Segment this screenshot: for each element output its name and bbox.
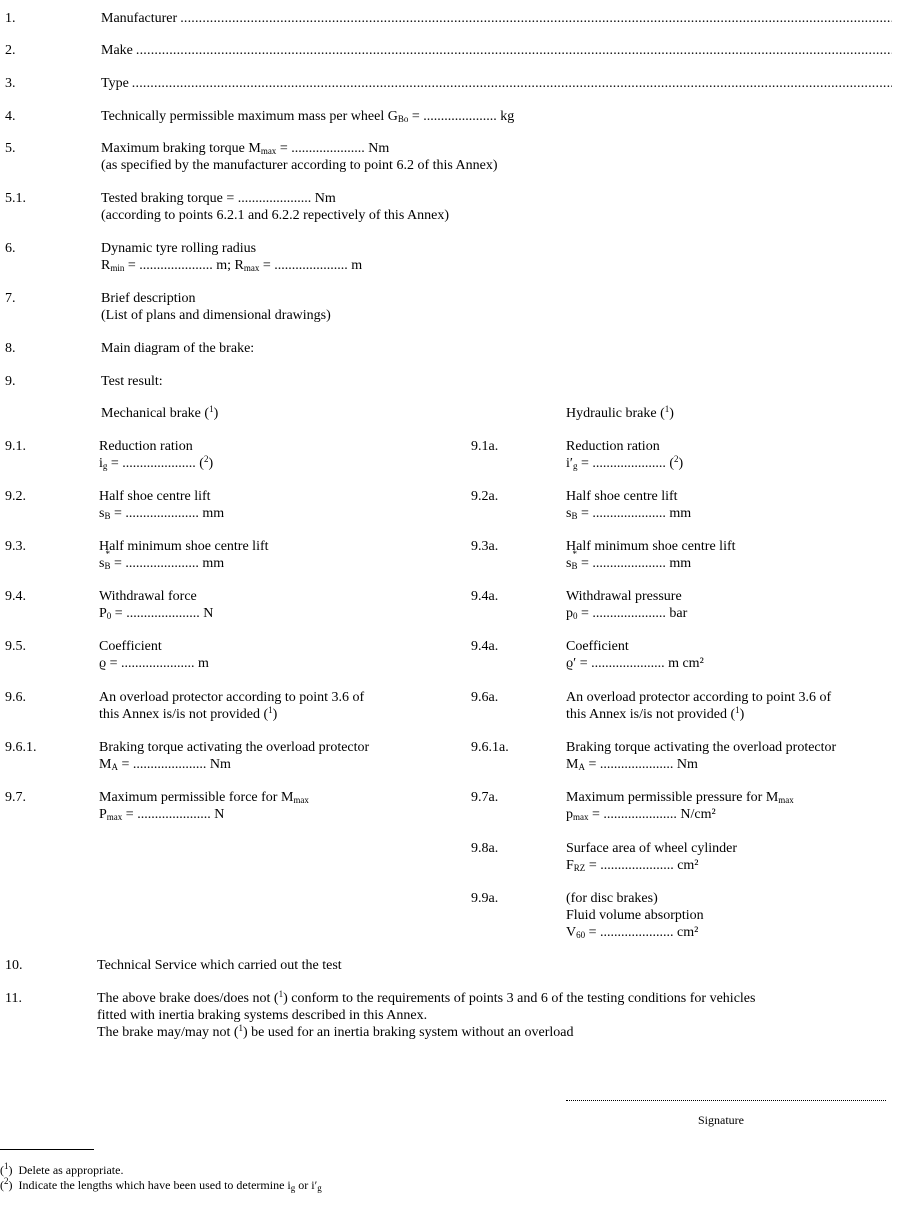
max-braking-torque-note: (as specified by the manufacturer according to point 6.2 of this Annex): [101, 158, 498, 173]
tyre-rolling-radius-title: Dynamic tyre rolling radius: [101, 241, 257, 256]
footnote-2: ($^2$) Indicate the lengths which have been used to determine $i_g$ or $i'_g$: [0, 1176, 322, 1193]
hyd-row-title: Coefficient: [566, 639, 629, 654]
mechanical-brake-heading: Mechanical brake ($^1$): [101, 404, 219, 421]
item-2-number: 2.: [5, 43, 16, 58]
hyd-overload-provided: this Annex is/is not provided ($^1$): [566, 705, 745, 722]
hyd-row-number: 9.7a.: [471, 790, 499, 805]
signature-label: Signature: [698, 1113, 744, 1127]
footnote-1: ($^1$) Delete as appropriate.: [0, 1161, 124, 1177]
footnote-rule: [0, 1149, 94, 1150]
tested-braking-torque: Tested braking torque = ..................... Nm: [101, 191, 336, 206]
item-8-number: 8.: [5, 341, 16, 356]
hyd-row-formula: $s_B$ = ..................... mm: [566, 506, 692, 521]
hydraulic-brake-heading: Hydraulic brake ($^1$): [566, 404, 674, 421]
make-label: Make: [101, 43, 133, 58]
mech-row-title: Half minimum shoe centre lift: [99, 539, 269, 554]
hyd-row-title: Braking torque activating the overload protector: [566, 740, 837, 755]
hyd-row-formula: $p_{max}$ = ..................... N/cm²: [566, 807, 716, 822]
technical-service-label: Technical Service which carried out the test: [97, 958, 342, 973]
item-10-number: 10.: [5, 958, 23, 973]
mech-overload-provided: this Annex is/is not provided ($^1$): [99, 705, 278, 722]
manufacturer-label: Manufacturer: [101, 11, 178, 26]
hyd-row-formula: $M_A$ = ..................... Nm: [566, 757, 698, 772]
item-6-number: 6.: [5, 241, 16, 256]
hyd-row-title: Maximum permissible pressure for $M_{max}$: [566, 790, 794, 805]
hyd-row-number: 9.4a.: [471, 639, 499, 654]
make-field[interactable]: [101, 42, 892, 59]
item-11-number: 11.: [5, 991, 22, 1006]
mech-row-number: 9.1.: [5, 439, 26, 454]
max-mass-per-wheel: Technically permissible maximum mass per wheel $G_{Bo}$ = ..................... kg: [101, 109, 515, 124]
mech-row-title: Withdrawal force: [99, 589, 197, 604]
hyd-row-formula: $F_{RZ}$ = ..................... cm²: [566, 858, 699, 873]
hyd-row-number: 9.8a.: [471, 841, 499, 856]
mech-row-title: Half shoe centre lift: [99, 489, 211, 504]
mech-row-formula: $P_{max}$ = ..................... N: [99, 807, 225, 822]
hyd-row-number: 9.9a.: [471, 891, 499, 906]
tested-braking-torque-note: (according to points 6.2.1 and 6.2.2 repectively of this Annex): [101, 208, 449, 223]
mech-row-formula: $M_A$ = ..................... Nm: [99, 757, 231, 772]
item-4-number: 4.: [5, 109, 16, 124]
mech-row-formula: $i_g$ = ..................... ($^2$): [99, 454, 214, 471]
mech-row-number: 9.3.: [5, 539, 26, 554]
signature-line[interactable]: [566, 1100, 886, 1101]
hyd-row-title: Half minimum shoe centre lift: [566, 539, 736, 554]
tyre-rolling-radius-values: $R_{min}$ = ..................... m; $R_{max}$ = ..................... m: [101, 258, 363, 273]
max-braking-torque: Maximum braking torque $M_{max}$ = ..................... Nm: [101, 141, 390, 156]
item-3-number: 3.: [5, 76, 16, 91]
item-5-1-number: 5.1.: [5, 191, 26, 206]
mech-row-title: Coefficient: [99, 639, 162, 654]
hyd-row-formula: $p_0$ = ..................... bar: [566, 606, 688, 621]
mech-row-title: An overload protector according to point 3.6 of: [99, 690, 365, 705]
brief-description-note: (List of plans and dimensional drawings): [101, 308, 331, 323]
item-7-number: 7.: [5, 291, 16, 306]
mech-row-number: 9.2.: [5, 489, 26, 504]
conformity-line-2: fitted with inertia braking systems described in this Annex.: [97, 1008, 428, 1023]
hyd-row-title: Withdrawal pressure: [566, 589, 682, 604]
type-label: Type: [101, 76, 129, 91]
mech-row-formula: $s_B$ = ..................... mm: [99, 506, 225, 521]
mech-row-title: Maximum permissible force for $M_{max}$: [99, 790, 309, 805]
hyd-row-formula: $V_{60}$ = ..................... cm²: [566, 925, 699, 940]
mech-row-number: 9.6.: [5, 690, 26, 705]
hyd-row-title: Half shoe centre lift: [566, 489, 678, 504]
hyd-row-number: 9.1a.: [471, 439, 499, 454]
test-result-label: Test result:: [101, 374, 163, 389]
mech-row-number: 9.5.: [5, 639, 26, 654]
hyd-row-number: 9.2a.: [471, 489, 499, 504]
hyd-row-formula: s* $_B$ = ..................... mm: [566, 555, 691, 572]
item-1-number: 1.: [5, 11, 16, 26]
hyd-row-number: 9.6.1a.: [471, 740, 509, 755]
type-field[interactable]: [101, 75, 892, 92]
mech-row-formula: $P_0$ = ..................... N: [99, 606, 214, 621]
hyd-row-title: An overload protector according to point 3.6 of: [566, 690, 832, 705]
mech-row-formula: ϱ = ..................... m: [99, 656, 209, 671]
hyd-row-number: 9.6a.: [471, 690, 499, 705]
mech-row-title: Braking torque activating the overload protector: [99, 740, 370, 755]
hyd-row-number: 9.4a.: [471, 589, 499, 604]
hyd-row-subtitle: Fluid volume absorption: [566, 908, 704, 923]
hyd-row-formula: ϱ′ = ..................... m cm²: [566, 656, 704, 671]
mech-row-title: Reduction ration: [99, 439, 193, 454]
conformity-line-1: The above brake does/does not ($^1$) conform to the requirements of points 3 and 6 of the testing conditions for vehicles: [97, 989, 756, 1006]
hyd-row-number: 9.3a.: [471, 539, 499, 554]
main-diagram-label: Main diagram of the brake:: [101, 341, 255, 356]
item-5-number: 5.: [5, 141, 16, 156]
mech-row-number: 9.7.: [5, 790, 26, 805]
mech-row-formula: s* $_B$ = ..................... mm: [99, 555, 224, 572]
mech-row-number: 9.6.1.: [5, 740, 37, 755]
mech-row-number: 9.4.: [5, 589, 26, 604]
manufacturer-field[interactable]: [101, 10, 892, 27]
item-9-number: 9.: [5, 374, 16, 389]
hyd-row-title: Reduction ration: [566, 439, 660, 454]
hyd-row-title: Surface area of wheel cylinder: [566, 841, 738, 856]
brief-description-title: Brief description: [101, 291, 196, 306]
hyd-row-formula: $i'_g$ = ..................... ($^2$): [566, 454, 684, 471]
conformity-line-3: The brake may/may not ($^1$) be used for an inertia braking system without an overload: [97, 1023, 574, 1040]
hyd-row-title: (for disc brakes): [566, 891, 658, 906]
